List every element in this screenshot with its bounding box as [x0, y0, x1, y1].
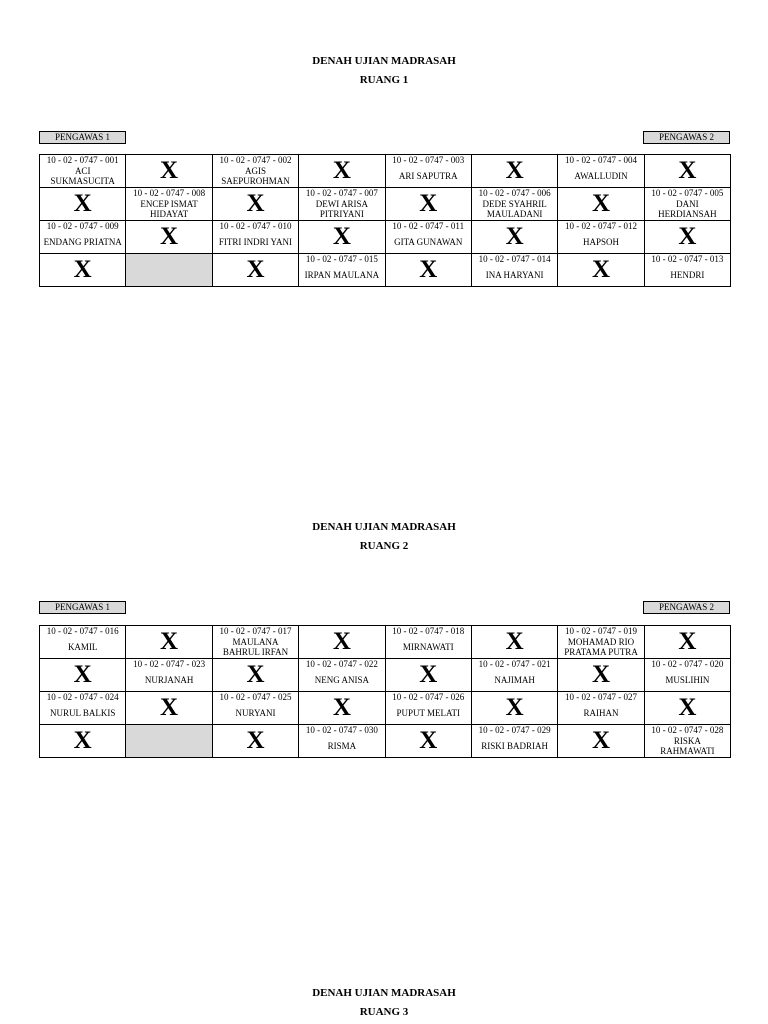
student-number: 10 - 02 - 0747 - 006: [478, 188, 551, 198]
x-mark: X: [419, 190, 438, 217]
student-number: 10 - 02 - 0747 - 020: [651, 659, 724, 669]
room-1-seat-grid: [39, 154, 731, 287]
student-number: 10 - 02 - 0747 - 027: [565, 692, 638, 702]
empty-seat-mark: [558, 188, 644, 221]
x-mark: X: [505, 694, 524, 721]
empty-seat-mark: [299, 221, 385, 254]
empty-seat-mark: [644, 155, 730, 188]
x-mark: X: [246, 661, 265, 688]
room-2-heading: DENAH UJIAN MADRASAH: [312, 521, 456, 533]
x-mark: X: [592, 256, 611, 283]
student-number: 10 - 02 - 0747 - 026: [392, 692, 465, 702]
student-name: HENDRI: [670, 270, 705, 280]
student-name: NENG ANISA: [314, 675, 369, 685]
x-mark: X: [332, 628, 351, 655]
empty-seat-mark: [299, 155, 385, 188]
x-mark: X: [592, 190, 611, 217]
student-seat: [558, 626, 644, 659]
student-seat: [644, 725, 730, 758]
room-1-proctor-2-label: PENGAWAS 2: [643, 131, 730, 144]
seat-row: [40, 692, 731, 725]
student-number: 10 - 02 - 0747 - 007: [305, 188, 378, 198]
student-name: ACI SUKMASUCITA: [50, 166, 115, 186]
room-1-proctor-1-label: PENGAWAS 1: [39, 131, 126, 144]
student-seat: [471, 188, 557, 221]
student-name: DEDE SYAHRIL MAULADANI: [482, 199, 547, 219]
student-seat: [385, 221, 471, 254]
student-name: NAJIMAH: [494, 675, 535, 685]
empty-seat-mark: [644, 626, 730, 659]
x-mark: X: [160, 223, 179, 250]
student-number: 10 - 02 - 0747 - 009: [46, 221, 119, 231]
room-3-heading: DENAH UJIAN MADRASAH: [312, 987, 456, 999]
x-mark: X: [246, 190, 265, 217]
room-2-seat-grid: [39, 625, 731, 758]
student-name: DEWI ARISA PITRIYANI: [315, 199, 368, 219]
empty-seat-mark: [126, 155, 212, 188]
student-number: 10 - 02 - 0747 - 005: [651, 188, 724, 198]
empty-seat-mark: [40, 725, 126, 758]
x-mark: X: [419, 661, 438, 688]
seat-row: [40, 221, 731, 254]
student-seat: [40, 692, 126, 725]
student-number: 10 - 02 - 0747 - 028: [651, 725, 724, 735]
x-mark: X: [73, 190, 92, 217]
empty-seat-mark: [558, 254, 644, 287]
empty-seat-mark: [385, 659, 471, 692]
student-name: GITA GUNAWAN: [394, 237, 463, 247]
student-seat: [40, 626, 126, 659]
student-seat: [385, 155, 471, 188]
student-name: RAIHAN: [583, 708, 619, 718]
student-name: KAMIL: [67, 642, 98, 652]
student-number: 10 - 02 - 0747 - 017: [219, 626, 292, 636]
room-3-label: RUANG 3: [359, 1006, 409, 1018]
empty-seat-mark: [644, 692, 730, 725]
seat-row: [40, 725, 731, 758]
unused-seat: [126, 725, 212, 758]
student-seat: [212, 221, 298, 254]
student-seat: [40, 155, 126, 188]
x-mark: X: [505, 157, 524, 184]
student-number: 10 - 02 - 0747 - 002: [219, 155, 292, 165]
empty-seat-mark: [471, 692, 557, 725]
student-seat: [126, 188, 212, 221]
x-mark: X: [505, 223, 524, 250]
student-seat: [212, 626, 298, 659]
student-name: DANI HERDIANSAH: [658, 199, 717, 219]
student-name: RISMA: [327, 741, 357, 751]
room-2-label: RUANG 2: [359, 540, 409, 552]
x-mark: X: [332, 223, 351, 250]
student-number: 10 - 02 - 0747 - 030: [305, 725, 378, 735]
empty-seat-mark: [212, 725, 298, 758]
empty-seat-mark: [299, 626, 385, 659]
x-mark: X: [73, 727, 92, 754]
student-number: 10 - 02 - 0747 - 022: [305, 659, 378, 669]
seat-row: [40, 254, 731, 287]
x-mark: X: [592, 661, 611, 688]
x-mark: X: [73, 256, 92, 283]
student-number: 10 - 02 - 0747 - 025: [219, 692, 292, 702]
x-mark: X: [332, 694, 351, 721]
student-seat: [644, 254, 730, 287]
x-mark: X: [505, 628, 524, 655]
student-number: 10 - 02 - 0747 - 011: [392, 221, 465, 231]
x-mark: X: [678, 223, 697, 250]
student-name: NURYANI: [235, 708, 276, 718]
student-seat: [644, 659, 730, 692]
x-mark: X: [678, 694, 697, 721]
student-number: 10 - 02 - 0747 - 018: [392, 626, 465, 636]
empty-seat-mark: [385, 725, 471, 758]
student-seat: [126, 659, 212, 692]
student-name: NURJANAH: [144, 675, 194, 685]
student-name: HAPSOH: [583, 237, 620, 247]
x-mark: X: [678, 628, 697, 655]
student-seat: [212, 692, 298, 725]
student-number: 10 - 02 - 0747 - 023: [133, 659, 206, 669]
student-name: NURUL BALKIS: [49, 708, 116, 718]
student-name: RISKA RAHMAWATI: [660, 736, 715, 756]
student-number: 10 - 02 - 0747 - 013: [651, 254, 724, 264]
student-seat: [558, 692, 644, 725]
student-seat: [212, 155, 298, 188]
x-mark: X: [332, 157, 351, 184]
x-mark: X: [592, 727, 611, 754]
x-mark: X: [73, 661, 92, 688]
student-name: INA HARYANI: [485, 270, 544, 280]
empty-seat-mark: [40, 188, 126, 221]
empty-seat-mark: [40, 254, 126, 287]
student-seat: [385, 626, 471, 659]
student-number: 10 - 02 - 0747 - 029: [478, 725, 551, 735]
x-mark: X: [419, 256, 438, 283]
empty-seat-mark: [126, 221, 212, 254]
x-mark: X: [160, 694, 179, 721]
empty-seat-mark: [126, 692, 212, 725]
student-name: MAULANA BAHRUL IRFAN: [222, 637, 289, 657]
empty-seat-mark: [471, 155, 557, 188]
student-number: 10 - 02 - 0747 - 014: [478, 254, 551, 264]
student-name: ARI SAPUTRA: [398, 171, 458, 181]
empty-seat-mark: [212, 659, 298, 692]
student-number: 10 - 02 - 0747 - 004: [565, 155, 638, 165]
student-number: 10 - 02 - 0747 - 008: [133, 188, 206, 198]
empty-seat-mark: [212, 254, 298, 287]
student-seat: [299, 188, 385, 221]
room-2-proctor-1-label: PENGAWAS 1: [39, 601, 126, 614]
empty-seat-mark: [471, 626, 557, 659]
student-seat: [299, 254, 385, 287]
student-seat: [40, 221, 126, 254]
student-number: 10 - 02 - 0747 - 012: [565, 221, 638, 231]
seat-row: [40, 659, 731, 692]
student-name: MOHAMAD RIO PRATAMA PUTRA: [564, 637, 638, 657]
student-name: AWALLUDIN: [574, 171, 628, 181]
empty-seat-mark: [40, 659, 126, 692]
student-name: RISKI BADRIAH: [481, 741, 549, 751]
empty-seat-mark: [558, 725, 644, 758]
student-number: 10 - 02 - 0747 - 021: [478, 659, 551, 669]
seat-row: [40, 626, 731, 659]
room-1-heading: DENAH UJIAN MADRASAH: [312, 55, 456, 67]
seat-row: [40, 155, 731, 188]
student-number: 10 - 02 - 0747 - 001: [46, 155, 119, 165]
student-seat: [558, 155, 644, 188]
seat-row: [40, 188, 731, 221]
empty-seat-mark: [644, 221, 730, 254]
x-mark: X: [160, 157, 179, 184]
empty-seat-mark: [212, 188, 298, 221]
student-seat: [471, 725, 557, 758]
student-number: 10 - 02 - 0747 - 016: [46, 626, 119, 636]
student-number: 10 - 02 - 0747 - 003: [392, 155, 465, 165]
student-name: FITRI INDRI YANI: [218, 237, 293, 247]
student-seat: [471, 254, 557, 287]
student-name: ENDANG PRIATNA: [43, 237, 122, 247]
student-seat: [299, 659, 385, 692]
room-1-label: RUANG 1: [359, 74, 409, 86]
student-seat: [385, 692, 471, 725]
student-seat: [299, 725, 385, 758]
student-name: MIRNAWATI: [402, 642, 454, 652]
unused-seat: [126, 254, 212, 287]
empty-seat-mark: [471, 221, 557, 254]
student-number: 10 - 02 - 0747 - 024: [46, 692, 119, 702]
empty-seat-mark: [558, 659, 644, 692]
student-number: 10 - 02 - 0747 - 010: [219, 221, 292, 231]
student-seat: [558, 221, 644, 254]
empty-seat-mark: [126, 626, 212, 659]
student-seat: [644, 188, 730, 221]
student-name: ENCEP ISMAT HIDAYAT: [140, 199, 198, 219]
x-mark: X: [419, 727, 438, 754]
x-mark: X: [246, 256, 265, 283]
student-number: 10 - 02 - 0747 - 015: [305, 254, 378, 264]
student-name: MUSLIHIN: [665, 675, 710, 685]
student-seat: [471, 659, 557, 692]
student-name: IRPAN MAULANA: [304, 270, 380, 280]
x-mark: X: [160, 628, 179, 655]
empty-seat-mark: [385, 254, 471, 287]
empty-seat-mark: [385, 188, 471, 221]
room-2-proctor-2-label: PENGAWAS 2: [643, 601, 730, 614]
x-mark: X: [246, 727, 265, 754]
student-name: AGIS SAEPUROHMAN: [221, 166, 290, 186]
student-name: PUPUT MELATI: [396, 708, 461, 718]
student-number: 10 - 02 - 0747 - 019: [565, 626, 638, 636]
empty-seat-mark: [299, 692, 385, 725]
x-mark: X: [678, 157, 697, 184]
